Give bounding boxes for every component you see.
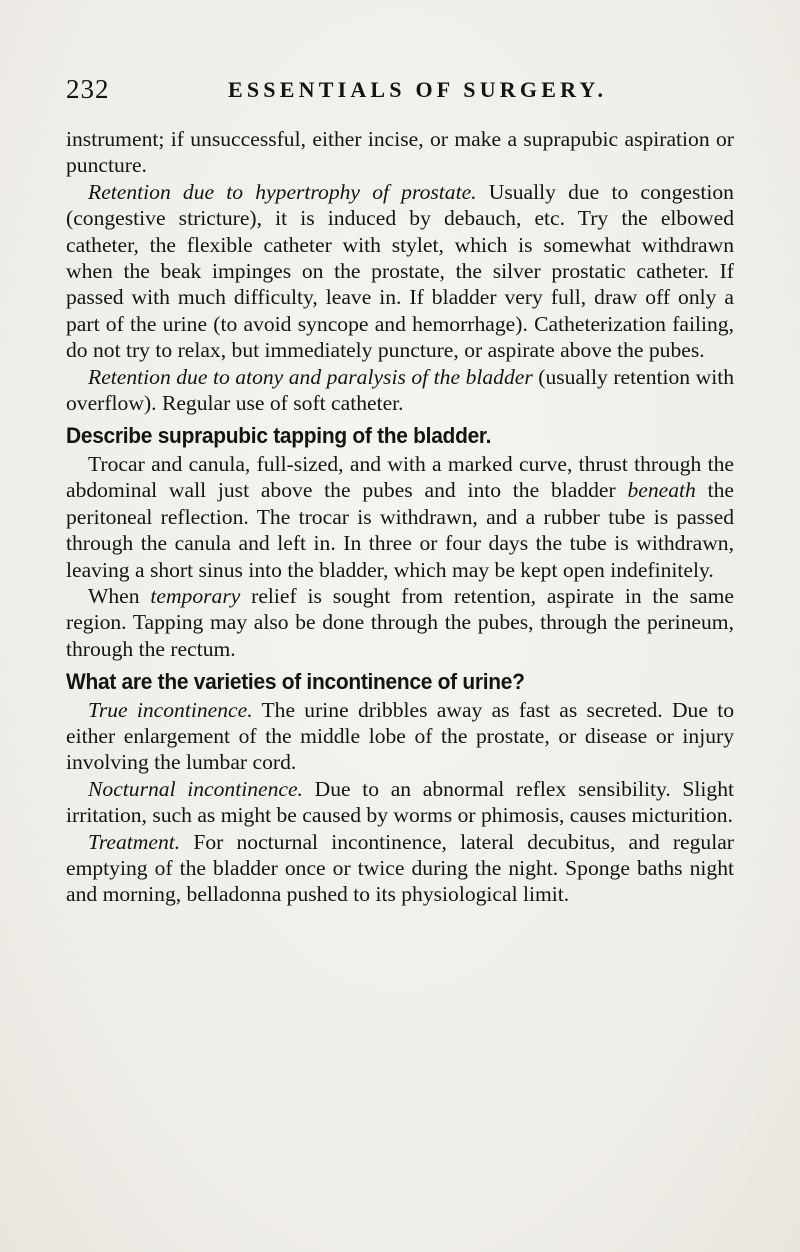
running-title: ESSENTIALS OF SURGERY. <box>228 77 608 102</box>
paragraph-lead: True incontinence. <box>88 697 253 722</box>
paragraph-true-incontinence <box>66 697 734 776</box>
paragraph-text: Trocar and canula, full-sized, and with a marked curve, thrust through the abdominal wall just above the pubes and into the bladder <box>66 451 734 503</box>
paragraph-lead: Treatment. <box>88 829 181 854</box>
paragraph-text: (usually retention with overflow). Regular use of soft catheter. <box>66 364 735 416</box>
paragraph-text: instrument; if unsuccessful, either incise, or make a suprapubic aspiration or puncture. <box>66 127 734 178</box>
paragraph-lead: Nocturnal incontinence. <box>88 776 303 801</box>
paragraph-instrument <box>66 126 734 179</box>
paragraph-text: Due to an abnormal reflex sensibility. Slight irritation, such as might be caused by worms or phimosis, causes micturition. <box>66 776 734 828</box>
page-number: 232 <box>66 74 110 104</box>
paragraph-nocturnal-incontinence <box>66 776 734 829</box>
paragraph-text: For nocturnal incontinence, lateral decubitus, and regular emptying of the bladder once or twice during the night. Sponge baths night and morning, belladonna pushed to its physiological limit. <box>66 829 734 907</box>
paragraph-lead: Retention due to atony and paralysis of the bladder <box>88 364 533 389</box>
paragraph-temporary-relief <box>66 583 734 662</box>
running-head <box>66 74 766 114</box>
question-incontinence-varieties: What are the varieties of incontinence of urine? <box>66 669 525 695</box>
paragraph-text: relief is sought from retention, aspirate in the same region. Tapping may also be done through the pubes, through the perineum, through the rectum. <box>66 583 734 661</box>
body-text <box>66 126 734 908</box>
paragraph-text: the peritoneal reflection. The trocar is withdrawn, and a rubber tube is passed through the canula and left in. In three or four days the tube is withdrawn, leaving a short sinus into the bladder, which may be kept open indefinitely. <box>66 478 734 582</box>
paragraph-lead: Retention due to hypertrophy of prostate. <box>88 179 477 204</box>
paragraph-retention-atony <box>66 364 734 417</box>
paragraph-text: When <box>88 583 151 608</box>
paragraph-retention-hypertrophy <box>66 179 734 364</box>
paragraph-text: The urine dribbles away as fast as secreted. Due to either enlargement of the middle lobe of the prostate, or disease or injury involving the lumbar cord. <box>66 697 734 775</box>
question-suprapubic-tapping: Describe suprapubic tapping of the bladder. <box>66 423 492 449</box>
paragraph-emphasis: beneath <box>627 478 696 503</box>
paragraph-treatment <box>66 829 734 908</box>
paragraph-emphasis: temporary <box>150 583 241 608</box>
paragraph-text: Usually due to congestion (congestive stricture), it is induced by debauch, etc. Try the elbowed catheter, the flexible catheter with stylet, which is somewhat withdrawn when the beak impinges on the prostate, the silver prostatic catheter. If passed with much difficulty, leave in. If bladder very full, draw off only a part of the urine (to avoid syncope and hemorrhage). Catheterization failing, do not try to relax, but immediately puncture, or aspirate above the pubes. <box>66 179 734 363</box>
paragraph-trocar <box>66 451 734 583</box>
